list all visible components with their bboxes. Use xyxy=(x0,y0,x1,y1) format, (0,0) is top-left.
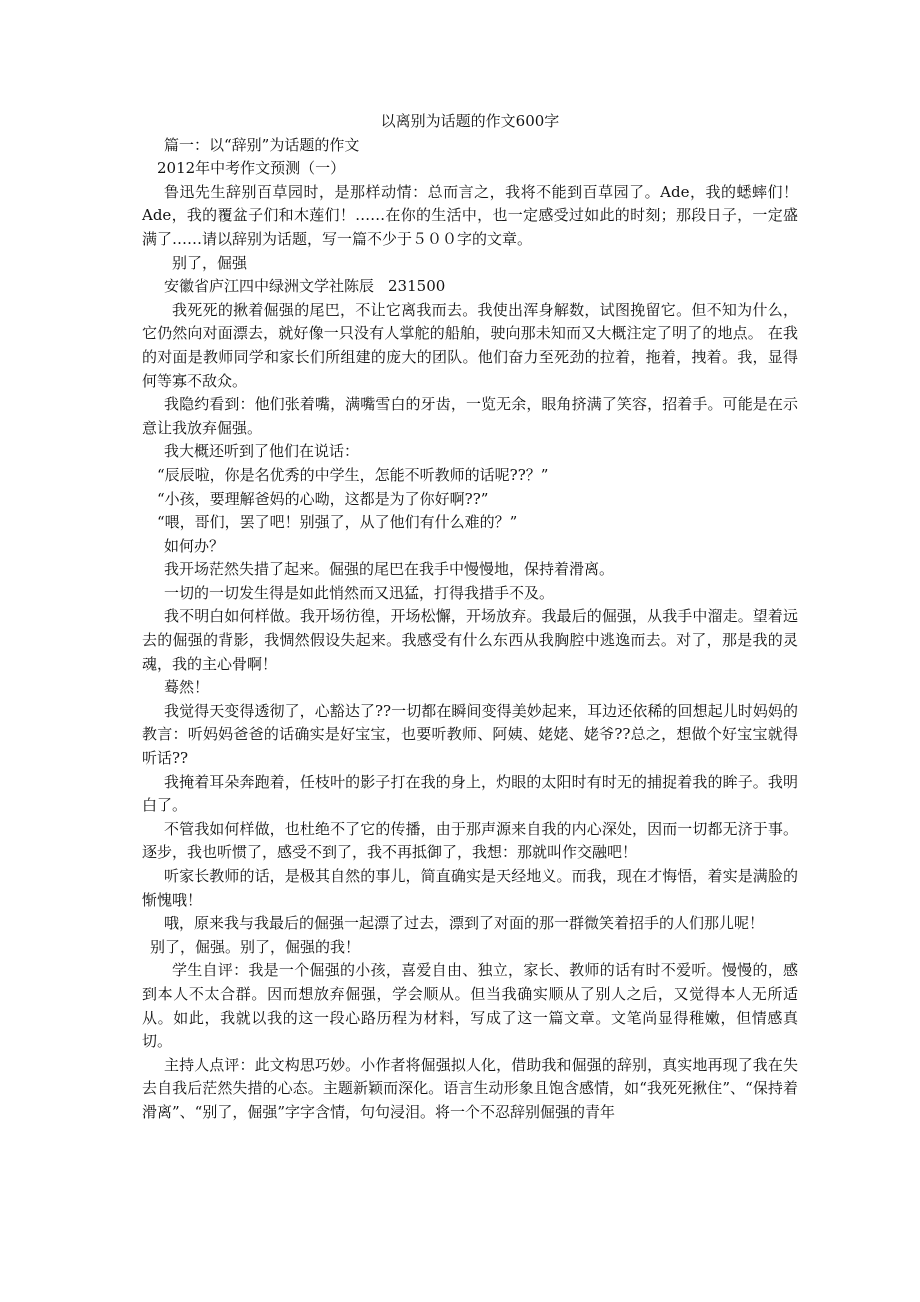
section-heading: 篇一：以“辞别”为话题的作文 xyxy=(164,135,360,154)
postal-code: 231500 xyxy=(388,277,446,296)
student-self-review: 学生自评：我是一个倔强的小孩，喜爱自由、独立，家长、教师的话有时不爱听。慢慢的，感到本人不太合群。因而想放弃倔强，学会顺从。但当我确实顺从了别人之后，又觉得本人无所适从。如此，我就以我的这一段心路历程为材料，写成了这一篇文章。文笔尚显得稚嫩，但情感真切。 xyxy=(142,961,798,1051)
host-review: 主持人点评：此文构思巧妙。小作者将倔强拟人化，借助我和倔强的辞别，真实地再现了我在失去自我后茫然失措的心态。主题新颖而深化。语言生动形象且饱含感情，如“我死死揪住”、“保持着滑离”、“别了，倔强”字字含情，句句浸泪。将一个不忍辞别倔强的青年 xyxy=(142,1055,798,1121)
essay-title: 别了，倔强 xyxy=(172,253,248,272)
document-title: 以离别为话题的作文600字 xyxy=(380,112,560,130)
essay-paragraph: 我不明白如何样做。我开场彷徨，开场松懈，开场放弃。我最后的倔强，从我手中溜走。望着远去的倔强的背影，我惆然假设失起来。我感受有什么东西从我胸腔中逃逸而去。对了，那是我的灵魂，我的主心骨啊！ xyxy=(142,607,798,673)
essay-quote: “小孩，要理解爸妈的心呦，这都是为了你好啊??” xyxy=(157,489,489,508)
essay-paragraph: 我觉得天变得透彻了，心豁达了??一切都在瞬间变得美妙起来，耳边还依稀的回想起儿时妈妈的教言：听妈妈爸爸的话确实是好宝宝，也要听教师、阿姨、姥姥、姥爷??总之，想做个好宝宝就得听话?? xyxy=(142,701,798,768)
document-page xyxy=(142,110,798,1125)
essay-paragraph: 如何办？ xyxy=(164,536,225,555)
author-name: 安徽省庐江四中绿洲文学社陈辰 xyxy=(164,277,375,296)
essay-paragraph: 一切的一切发生得是如此悄然而又迅猛，打得我措手不及。 xyxy=(164,583,555,602)
section-subheading: 2012年中考作文预测（一） xyxy=(157,159,346,178)
author-line xyxy=(142,275,798,299)
essay-paragraph: 哦，原来我与我最后的倔强一起漂了过去，漂到了对面的那一群微笑着招手的人们那儿呢！ xyxy=(164,914,765,933)
essay-quote: “辰辰啦，你是名优秀的中学生，怎能不听教师的话呢??？” xyxy=(157,465,549,484)
essay-paragraph: 我死死的揪着倔强的尾巴，不让它离我而去。我使出浑身解数，试图挽留它。但不知为什么，它仍然向对面漂去，就好像一只没有人掌舵的船舶，驶向那未知而又大概注定了明了的地点。 在我的对面是教师同学和家长们所组建的庞大的团队。他们奋力至死劲的拉着，拖着，拽着。我，显得何等寡不敌众。 xyxy=(142,300,798,390)
essay-paragraph: 我开场茫然失措了起来。倔强的尾巴在我手中慢慢地，保持着滑离。 xyxy=(164,560,615,579)
essay-paragraph: 蓦然！ xyxy=(164,678,210,697)
essay-closing-line: 别了，倔强。别了，倔强的我！ xyxy=(150,937,361,956)
essay-quote: “喂，哥们，罢了吧！别强了，从了他们有什么难的？” xyxy=(157,513,518,532)
essay-paragraph: 我大概还听到了他们在说话： xyxy=(164,442,360,461)
essay-paragraph: 听家长教师的话，是极其自然的事儿，简直确实是天经地义。而我，现在才悔悟，着实是满脸的惭愧哦！ xyxy=(142,867,798,909)
essay-paragraph: 我掩着耳朵奔跑着，任枝叶的影子打在我的身上，灼眼的太阳时有时无的捕捉着我的眸子。我明白了。 xyxy=(142,772,798,815)
essay-prompt: 鲁迅先生辞别百草园时，是那样动情：总而言之，我将不能到百草园了。Ade，我的蟋蟀们！Ade，我的覆盆子们和木莲们！……在你的生活中，也一定感受过如此的时刻；那段日子，一定盛满了……请以辞别为话题，写一篇不少于５００字的文章。 xyxy=(142,182,798,248)
essay-paragraph: 不管我如何样做，也杜绝不了它的传播，由于那声源来自我的内心深处，因而一切都无济于事。逐步，我也听惯了，感受不到了，我不再抵御了，我想：那就叫作交融吧！ xyxy=(142,819,798,862)
essay-paragraph: 我隐约看到：他们张着嘴，满嘴雪白的牙齿，一览无余，眼角挤满了笑容，招着手。可能是在示意让我放弃倔强。 xyxy=(142,395,798,437)
